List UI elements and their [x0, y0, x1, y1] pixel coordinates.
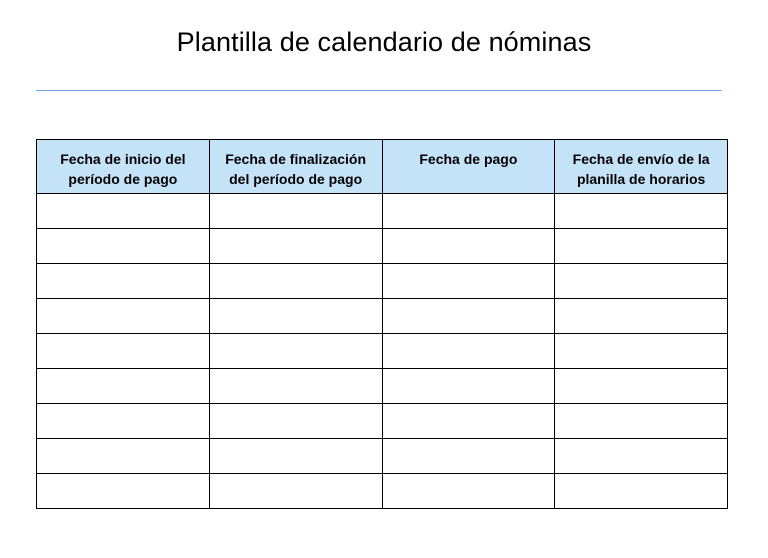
table-cell[interactable] — [555, 474, 728, 509]
table-row — [37, 474, 728, 509]
header-cell-pay-date: Fecha de pago — [382, 140, 555, 194]
table-cell[interactable] — [382, 474, 555, 509]
table-cell[interactable] — [209, 229, 382, 264]
table-cell[interactable] — [37, 369, 210, 404]
table-cell[interactable] — [555, 439, 728, 474]
table-cell[interactable] — [37, 229, 210, 264]
header-cell-pay-period-end: Fecha de finalización del período de pago — [209, 140, 382, 194]
header-cell-timesheet-submission: Fecha de envío de la planilla de horarios — [555, 140, 728, 194]
table-cell[interactable] — [555, 194, 728, 229]
table-cell[interactable] — [555, 229, 728, 264]
title-divider — [36, 90, 722, 91]
table-cell[interactable] — [555, 369, 728, 404]
table-cell[interactable] — [209, 334, 382, 369]
table-row — [37, 334, 728, 369]
header-row — [37, 140, 728, 194]
table-cell[interactable] — [382, 369, 555, 404]
table-row — [37, 229, 728, 264]
table-cell[interactable] — [37, 194, 210, 229]
table-cell[interactable] — [382, 439, 555, 474]
table-cell[interactable] — [37, 404, 210, 439]
table-cell[interactable] — [37, 264, 210, 299]
header-cell-pay-period-start: Fecha de inicio del período de pago — [37, 140, 210, 194]
table-row — [37, 404, 728, 439]
table-cell[interactable] — [382, 264, 555, 299]
table-cell[interactable] — [37, 299, 210, 334]
table-cell[interactable] — [555, 299, 728, 334]
table-cell[interactable] — [209, 439, 382, 474]
table-row — [37, 299, 728, 334]
table-cell[interactable] — [382, 194, 555, 229]
table-cell[interactable] — [209, 369, 382, 404]
payroll-schedule-table — [36, 139, 728, 509]
table-cell[interactable] — [37, 334, 210, 369]
table-cell[interactable] — [555, 264, 728, 299]
table-cell[interactable] — [382, 404, 555, 439]
table-cell[interactable] — [37, 474, 210, 509]
table-cell[interactable] — [209, 264, 382, 299]
table-row — [37, 439, 728, 474]
table-cell[interactable] — [382, 334, 555, 369]
table-cell[interactable] — [209, 194, 382, 229]
table-cell[interactable] — [37, 439, 210, 474]
table-cell[interactable] — [209, 404, 382, 439]
table-row — [37, 369, 728, 404]
table-row — [37, 264, 728, 299]
page-title: Plantilla de calendario de nóminas — [176, 27, 592, 57]
table-cell[interactable] — [555, 404, 728, 439]
table-cell[interactable] — [209, 474, 382, 509]
table-cell[interactable] — [555, 334, 728, 369]
table-cell[interactable] — [209, 299, 382, 334]
table-row — [37, 194, 728, 229]
table-cell[interactable] — [382, 299, 555, 334]
table-cell[interactable] — [382, 229, 555, 264]
